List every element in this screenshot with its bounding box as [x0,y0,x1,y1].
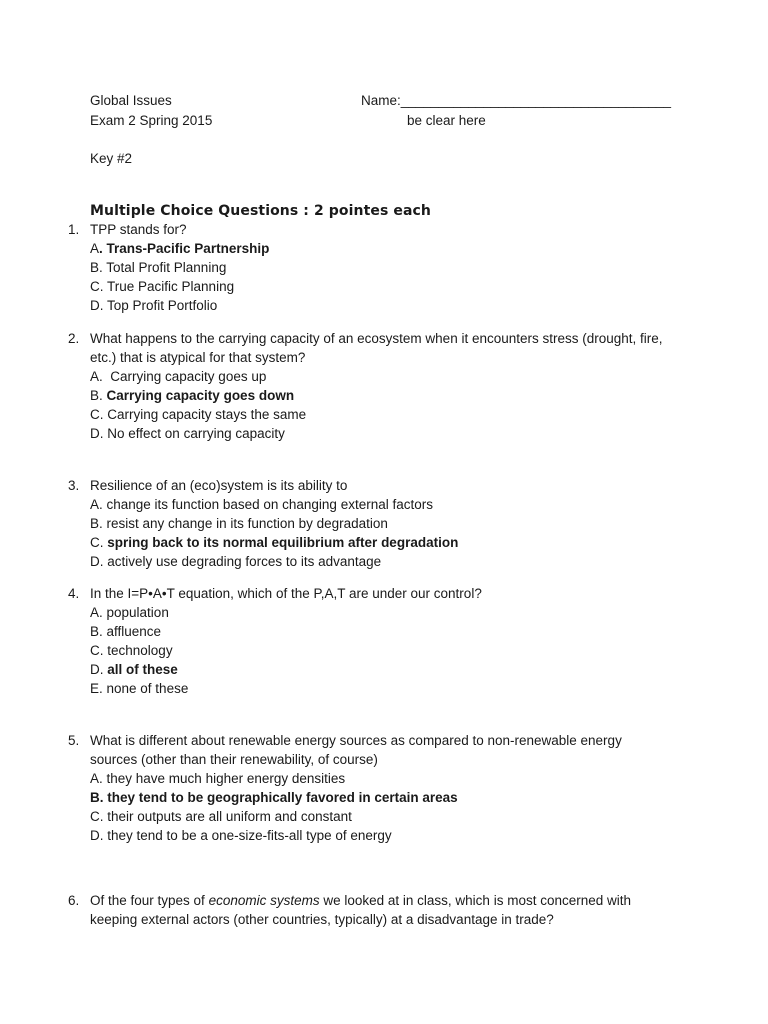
question-6 [68,891,708,929]
option-d: D. actively use degrading forces to its advantage [90,554,382,569]
question-text-line-2: sources (other than their renewability, of course) [90,752,378,767]
name-label: Name: [361,93,401,108]
section-title: Multiple Choice Questions : 2 pointes each [90,203,431,219]
course-title: Global Issues [90,93,172,108]
question-number: 1. [68,222,80,237]
question-number: 3. [68,478,80,493]
answer-key-label: Key #2 [90,151,133,166]
question-5 [68,731,708,845]
question-text: Resilience of an (eco)system is its ability to [90,478,348,493]
option-b: B. Total Profit Planning [90,260,227,275]
option-a: A. population [90,605,169,620]
option-c: C. technology [90,643,173,658]
option-a: A. Trans-Pacific Partnership [90,241,270,256]
name-field [361,91,671,110]
option-b: B. resist any change in its function by degradation [90,516,388,531]
option-d: D. Top Profit Portfolio [90,298,218,313]
question-2 [68,329,708,443]
question-text: TPP stands for? [90,222,187,237]
question-number: 2. [68,331,80,346]
option-a: A. Carrying capacity goes up [90,369,267,384]
question-3 [68,476,708,571]
question-4 [68,584,708,698]
option-c: C. True Pacific Planning [90,279,235,294]
exam-title: Exam 2 Spring 2015 [90,113,213,128]
name-blank: ____________________________________ [400,93,672,108]
option-c: C. spring back to its normal equilibrium after degradation [90,535,459,550]
option-b: B. affluence [90,624,162,639]
question-text-line-2: keeping external actors (other countries, typically) at a disadvantage in trade? [90,912,554,927]
option-d: D. they tend to be a one-size-fits-all type of energy [90,828,392,843]
name-hint: be clear here [407,113,486,128]
question-text: In the I=P•A•T equation, which of the P,A,T are under our control? [90,586,482,601]
question-text-line-2: etc.) that is atypical for that system? [90,350,306,365]
question-1 [68,220,708,315]
option-c: C. their outputs are all uniform and constant [90,809,352,824]
option-b: B. they tend to be geographically favored in certain areas [90,790,458,805]
option-d: D. all of these [90,662,178,677]
question-number: 5. [68,733,80,748]
question-number: 4. [68,586,80,601]
option-b: B. Carrying capacity goes down [90,388,295,403]
question-number: 6. [68,893,80,908]
option-c: C. Carrying capacity stays the same [90,407,307,422]
option-a: A. change its function based on changing external factors [90,497,433,512]
question-text-line-1: Of the four types of economic systems we looked at in class, which is most concerned with [90,893,631,908]
option-e: E. none of these [90,681,189,696]
option-d: D. No effect on carrying capacity [90,426,285,441]
question-text-line-1: What is different about renewable energy sources as compared to non-renewable energy [90,733,622,748]
question-text-line-1: What happens to the carrying capacity of an ecosystem when it encounters stress (drought, fire, [90,331,663,346]
option-a: A. they have much higher energy densities [90,771,346,786]
